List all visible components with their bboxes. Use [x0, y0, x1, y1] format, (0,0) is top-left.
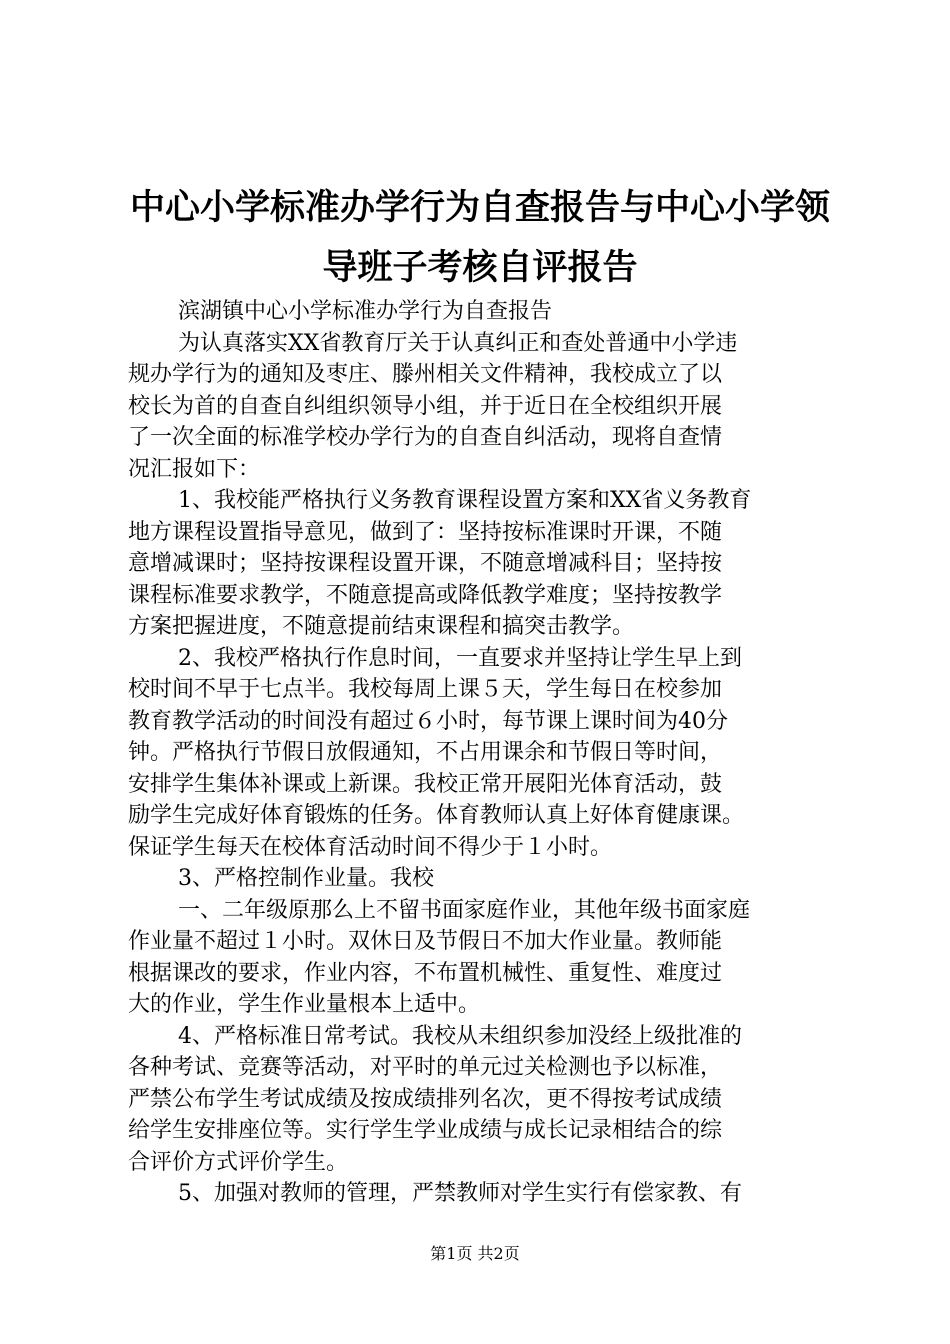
body-line: 安排学生集体补课或上新课。我校正常开展阳光体育活动，鼓	[128, 771, 723, 797]
body-line: 教育教学活动的时间没有超过６小时，每节课上课时间为40分	[128, 708, 728, 734]
document-title-line-1: 中心小学标准办学行为自查报告与中心小学领	[129, 188, 830, 228]
body-line: 5、加强对教师的管理，严禁教师对学生实行有偿家教、有	[178, 1181, 742, 1206]
body-line: 方案把握进度，不随意提前结束课程和搞突击教学。	[128, 614, 635, 639]
body-line: 为认真落实XX省教育厅关于认真纠正和查处普通中小学违	[178, 330, 738, 356]
body-line: 各种考试、竞赛等活动，对平时的单元过关检测也予以标准，	[128, 1055, 723, 1080]
body-line: 一、二年级原那么上不留书面家庭作业，其他年级书面家庭	[178, 897, 751, 923]
body-line: 滨湖镇中心小学标准办学行为自查报告	[178, 299, 553, 324]
body-line: 况汇报如下：	[128, 456, 261, 482]
body-line: 严禁公布学生考试成绩及按成绩排列名次，更不得按考试成绩	[128, 1086, 723, 1112]
body-line: 规办学行为的通知及枣庄、滕州相关文件精神，我校成立了以	[128, 362, 723, 387]
body-line: 3、严格控制作业量。我校	[178, 866, 434, 891]
body-line: 励学生完成好体育锻炼的任务。体育教师认真上好体育健康课。	[128, 803, 745, 828]
page-footer: 第1页 共2页	[430, 1244, 520, 1263]
body-line: 钟。严格执行节假日放假通知，不占用课余和节假日等时间，	[128, 740, 723, 765]
body-line: 了一次全面的标准学校办学行为的自查自纠活动，现将自查情	[128, 425, 723, 450]
body-line: 意增减课时；坚持按课程设置开课，不随意增减科目；坚持按	[128, 551, 723, 576]
body-line: 给学生安排座位等。实行学生学业成绩与成长记录相结合的综	[128, 1118, 723, 1143]
body-line: 课程标准要求教学，不随意提高或降低教学难度；坚持按教学	[128, 582, 723, 608]
document-body	[128, 296, 838, 1210]
body-line: 合评价方式评价学生。	[128, 1149, 349, 1175]
body-line: 根据课改的要求，作业内容，不布置机械性、重复性、难度过	[128, 960, 723, 986]
body-line: 保证学生每天在校体育活动时间不得少于１小时。	[128, 834, 613, 860]
body-line: 地方课程设置指导意见，做到了：坚持按标准课时开课，不随	[128, 519, 723, 545]
body-line: 4、严格标准日常考试。我校从未组织参加没经上级批准的	[178, 1023, 742, 1049]
body-line: 大的作业，学生作业量根本上适中。	[128, 992, 481, 1017]
body-line: 校长为首的自查自纠组织领导小组，并于近日在全校组织开展	[128, 393, 723, 419]
body-line: 2、我校严格执行作息时间，一直要求并坚持让学生早上到	[178, 645, 742, 671]
body-line: 校时间不早于七点半。我校每周上课５天，学生每日在校参加	[128, 677, 723, 702]
body-line: 1、我校能严格执行义务教育课程设置方案和XX省义务教育	[178, 488, 752, 513]
body-line: 作业量不超过１小时。双休日及节假日不加大作业量。教师能	[128, 929, 723, 954]
document-title-line-2: 导班子考核自评报告	[322, 248, 638, 288]
